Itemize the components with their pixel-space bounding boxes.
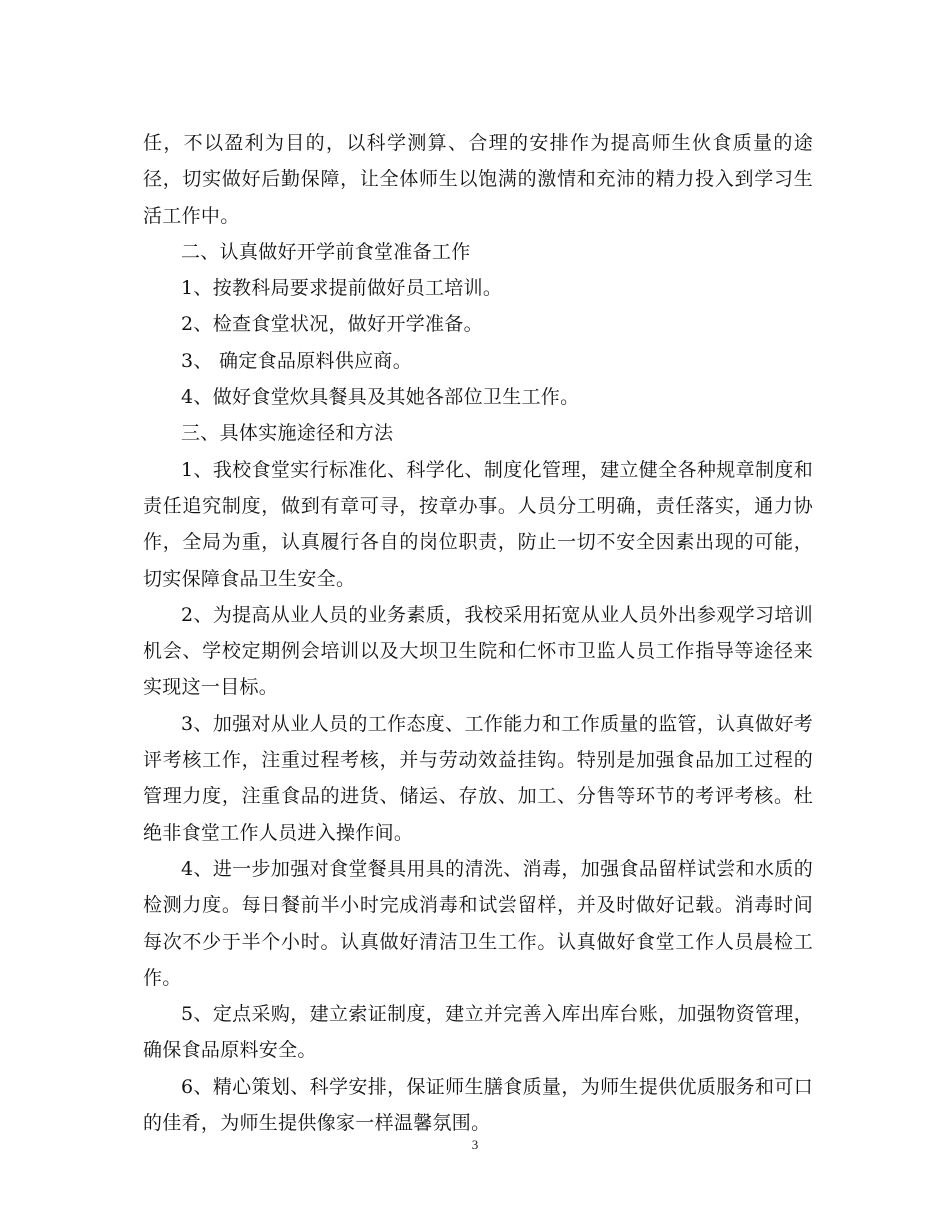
section-heading-2: 二、认真做好开学前食堂准备工作 — [181, 240, 471, 263]
paragraph: 4、进一步加强对食堂餐具用具的清洗、消毒，加强食品留样试尝和水质的检测力度。每日餐前半小时完成消毒和试尝留样，并及时做好记载。消毒时间每次不少于半个小时。认真做好清洁卫生工作。认真做好食堂工作人员晨检工作。 — [143, 857, 813, 989]
list-item: 3、 确定食品原料供应商。 — [181, 349, 413, 372]
paragraph: 1、我校食堂实行标准化、科学化、制度化管理，建立健全各种规章制度和责任追究制度，做到有章可寻，按章办事。人员分工明确，责任落实，通力协作，全局为重，认真履行各自的岗位职责，防止一切不安全因素出现的可能，切实保障食品卫生安全。 — [143, 458, 813, 590]
document-body — [143, 125, 813, 1141]
list-item: 1、按教科局要求提前做好员工培训。 — [181, 277, 503, 300]
list-item: 2、检查食堂状况，做好开学准备。 — [181, 313, 483, 336]
paragraph: 5、定点采购，建立索证制度，建立并完善入库出库台账，加强物资管理，确保食品原料安全。 — [143, 1003, 813, 1062]
paragraph: 6、精心策划、科学安排，保证师生膳食质量，为师生提供优质服务和可口的佳肴，为师生提供像家一样温馨氛围。 — [143, 1075, 813, 1135]
section-heading-3: 三、具体实施途径和方法 — [181, 422, 394, 445]
page-number: 3 — [471, 1137, 479, 1152]
list-item: 4、做好食堂炊具餐具及其她各部位卫生工作。 — [181, 386, 580, 409]
paragraph-continuation: 任，不以盈利为目的，以科学测算、合理的安排作为提高师生伙食质量的途径，切实做好后勤保障，让全体师生以饱满的激情和充沛的精力投入到学习生活工作中。 — [143, 132, 813, 227]
paragraph: 2、为提高从业人员的业务素质，我校采用拓宽从业人员外出参观学习培训机会、学校定期例会培训以及大坝卫生院和仁怀市卫监人员工作指导等途径来实现这一目标。 — [143, 603, 813, 699]
paragraph: 3、加强对从业人员的工作态度、工作能力和工作质量的监管，认真做好考评考核工作，注重过程考核，并与劳动效益挂钩。特别是加强食品加工过程的管理力度，注重食品的进货、储运、存放、加工、分售等环节的考评考核。杜绝非食堂工作人员进入操作间。 — [143, 712, 813, 844]
